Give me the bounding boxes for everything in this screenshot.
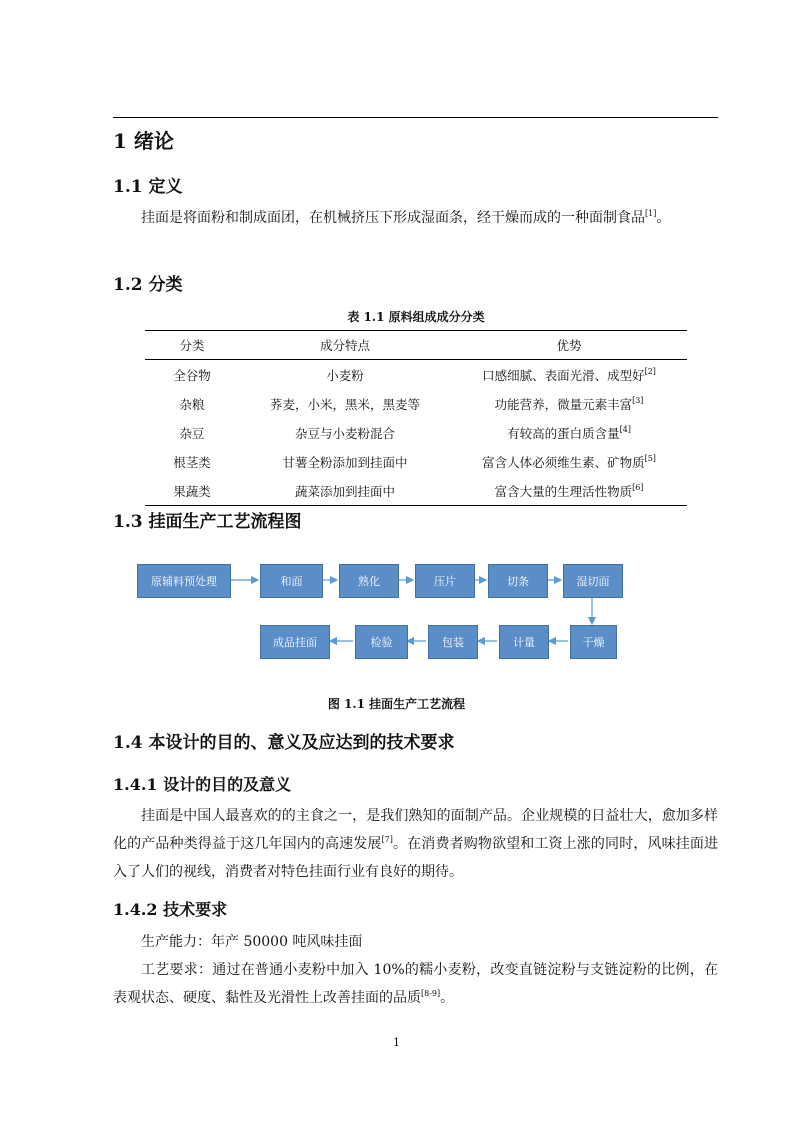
section-1-4-title: 1.4 本设计的目的、意义及应达到的技术要求	[113, 733, 455, 753]
section-1-2-title: 1.2 分类	[113, 275, 183, 295]
cell-feature: 甘薯全粉添加到挂面中	[282, 454, 408, 470]
period: 。	[440, 990, 455, 1006]
cell-category: 杂豆	[179, 425, 205, 441]
table-caption: 表 1.1 原料组成成分分类	[347, 310, 485, 324]
process-text: 工艺要求：通过在普通小麦粉中加入 10%的糯小麦粉，改变直链淀粉与支链淀粉的比例，在表观状态、硬度、黏性及光滑性上改善挂面的品质	[113, 962, 718, 1006]
cell-feature: 蔬菜添加到挂面中	[239, 476, 451, 506]
citation: [4]	[619, 424, 631, 434]
purpose-text-1: 挂面是中国人最喜欢的的主食之一，是我们熟知的面制产品。企业规模的日益壮大，愈加多样化的产品种类得益于这几年国内的高速发展	[113, 808, 718, 852]
section-1-3-title: 1.3 挂面生产工艺流程图	[113, 512, 302, 532]
table-row	[145, 447, 687, 476]
page-number: 1	[393, 1036, 400, 1049]
advantage-text: 功能营养，微量元素丰富	[494, 396, 633, 412]
cell-advantage	[451, 389, 687, 418]
section-1-1-paragraph	[113, 204, 718, 232]
section-1-4-2-title: 1.4.2 技术要求	[113, 900, 228, 919]
cell-feature: 荞麦，小米，黑米，黑麦等	[269, 396, 420, 412]
process-requirement	[113, 956, 718, 1012]
flow-step-inspection: 检验	[355, 625, 408, 659]
cell-category: 根茎类	[173, 454, 211, 470]
section-1-1-title: 1.1 定义	[113, 177, 183, 197]
advantage-text: 有较高的蛋白质含量	[507, 425, 620, 441]
table-row	[145, 476, 687, 506]
flow-step-metering: 计量	[499, 625, 549, 659]
cell-feature: 杂豆与小麦粉混合	[294, 425, 395, 441]
section-1-4-1-paragraph	[113, 802, 718, 886]
flow-step-wet-noodles: 湿切面	[563, 564, 623, 598]
flow-step-cutting: 切条	[488, 564, 548, 598]
cell-advantage	[451, 447, 687, 476]
advantage-text: 富含大量的生理活性物质	[494, 483, 633, 499]
flow-step-packaging: 包装	[428, 625, 478, 659]
table-header-row	[145, 331, 687, 360]
table-row	[145, 418, 687, 447]
header-rule	[113, 117, 718, 118]
flow-step-drying: 干燥	[570, 625, 617, 659]
flow-step-dough-mixing: 和面	[260, 564, 323, 598]
cell-advantage	[451, 360, 687, 390]
advantage-text: 口感细腻、表面光滑、成型好	[482, 367, 645, 383]
figure-caption: 图 1.1 挂面生产工艺流程	[327, 697, 466, 711]
section-1-4-1-title: 1.4.1 设计的目的及意义	[113, 775, 292, 794]
definition-text: 挂面是将面粉和制成面团，在机械挤压下形成湿面条，经干燥而成的一种面制食品	[141, 210, 645, 226]
cell-advantage	[451, 418, 687, 447]
citation-8-9: [8-9]	[421, 989, 441, 998]
cell-advantage	[451, 476, 687, 506]
table-row	[145, 360, 687, 390]
citation-1: [1]	[645, 209, 657, 218]
cell-category: 杂粮	[179, 396, 205, 412]
period: 。	[656, 210, 671, 226]
citation: [5]	[644, 453, 656, 463]
purpose-text-2: 。在消费者购物欲望和工资上涨的同时，风味挂面进入了人们的视线，消费者对特色挂面行业有良好的期待。	[113, 836, 719, 880]
citation-7: [7]	[381, 835, 393, 844]
header-advantage: 优势	[451, 331, 687, 360]
citation: [2]	[644, 366, 656, 376]
flow-step-finished-product: 成品挂面	[260, 625, 330, 659]
cell-feature: 小麦粉	[326, 367, 364, 383]
citation: [3]	[632, 395, 644, 405]
table-row	[145, 389, 687, 418]
capacity-text: 生产能力：年产 50000 吨风味挂面	[141, 934, 363, 950]
cell-category: 果蔬类	[145, 476, 239, 506]
citation: [6]	[632, 482, 644, 492]
section-1-4-2-paragraph	[113, 928, 718, 1012]
flow-step-pretreatment: 原辅料预处理	[137, 564, 231, 598]
classification-table	[145, 330, 687, 506]
advantage-text: 富含人体必须维生素、矿物质	[482, 454, 645, 470]
cell-category: 全谷物	[173, 367, 211, 383]
capacity-line	[113, 928, 718, 956]
flow-step-sheeting: 压片	[415, 564, 475, 598]
flow-step-aging: 熟化	[339, 564, 399, 598]
chapter-title: 1 绪论	[113, 129, 174, 153]
header-feature: 成分特点	[239, 331, 451, 360]
header-category: 分类	[145, 331, 239, 360]
